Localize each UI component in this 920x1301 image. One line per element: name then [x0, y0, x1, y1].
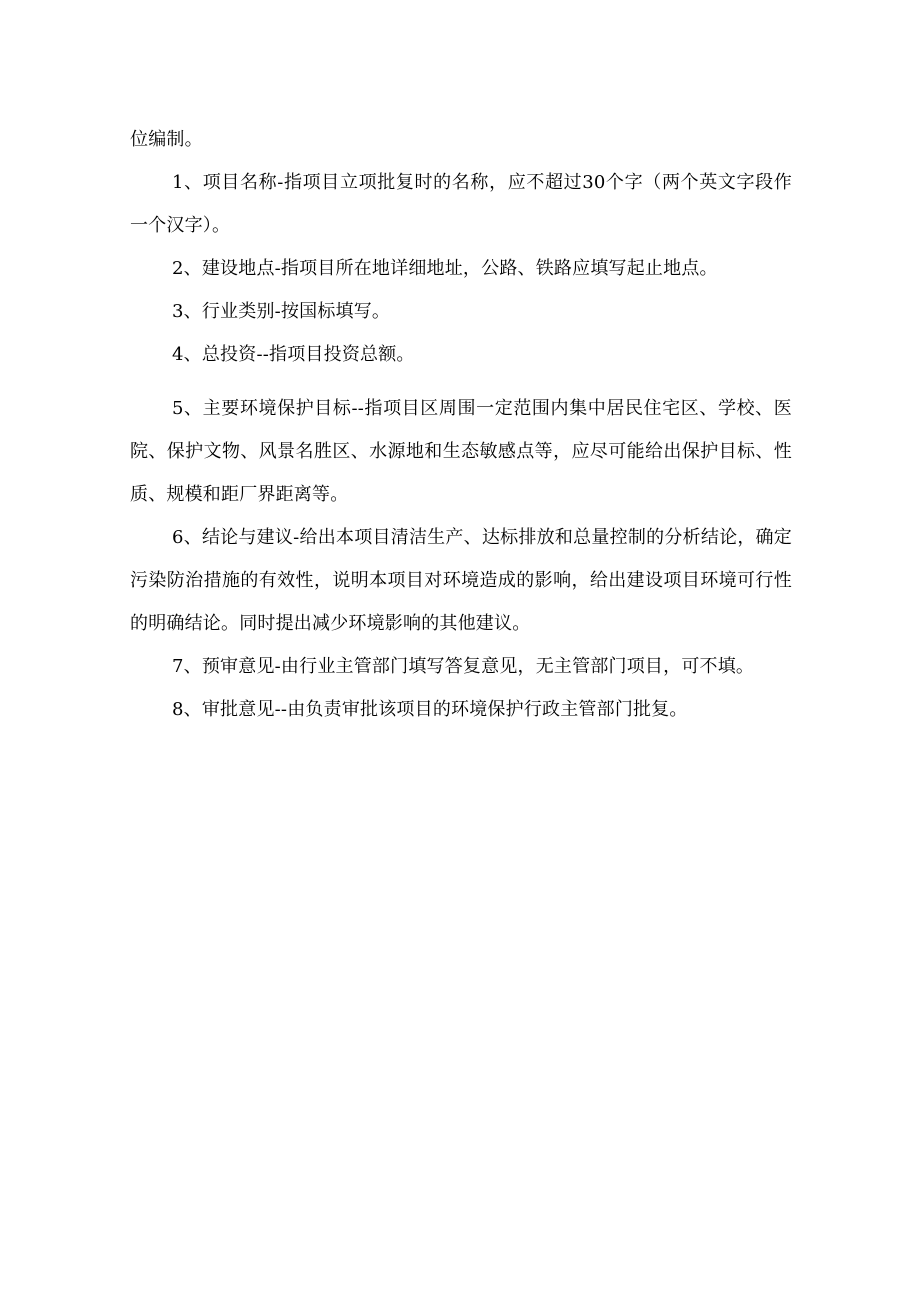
paragraph-item-3-industry-category: 3、行业类别-按国标填写。 [172, 301, 391, 322]
paragraph-continuation: 位编制。 [130, 129, 203, 150]
paragraph-item-8-approval-opinion: 8、审批意见--由负责审批该项目的环境保护行政主管部门批复。 [172, 699, 688, 720]
paragraph-item-4-total-investment: 4、总投资--指项目投资总额。 [172, 344, 415, 365]
paragraph-item-7-pre-review-opinion: 7、预审意见-由行业主管部门填写答复意见，无主管部门项目，可不填。 [172, 656, 755, 677]
paragraph-item-6-conclusion-suggestions: 6、结论与建议-给出本项目清洁生产、达标排放和总量控制的分析结论，确定污染防治措施的有效性，说明本项目对环境造成的影响，给出建设项目环境可行性的明确结论。同时提出减少环境影响的其他建议。 [130, 527, 792, 634]
paragraph-item-1-project-name: 1、项目名称-指项目立项批复时的名称，应不超过30个字（两个英文字段作一个汉字）。 [130, 172, 792, 236]
paragraph-item-2-construction-site: 2、建设地点-指项目所在地详细地址，公路、铁路应填写起止地点。 [172, 258, 718, 279]
paragraph-item-5-protection-targets: 5、主要环境保护目标--指项目区周围一定范围内集中居民住宅区、学校、医院、保护文物、风景名胜区、水源地和生态敏感点等，应尽可能给出保护目标、性质、规模和距厂界距离等。 [130, 398, 792, 505]
document-body [130, 118, 792, 731]
